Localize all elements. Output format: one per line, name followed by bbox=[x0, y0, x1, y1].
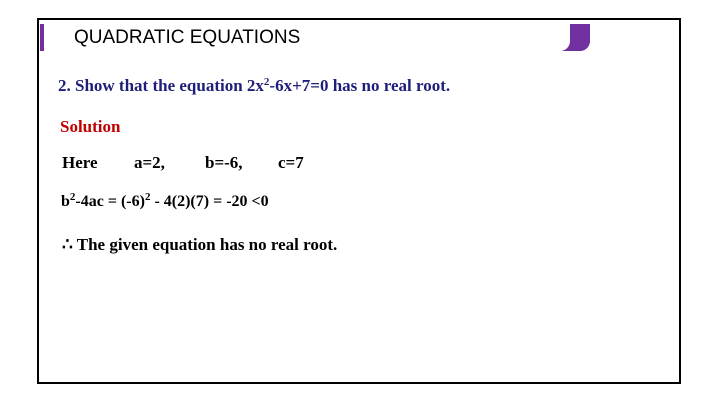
value-a: a=2, bbox=[134, 153, 165, 172]
value-c: c=7 bbox=[278, 153, 304, 172]
disc-exp1: 2 bbox=[69, 191, 76, 203]
disc-part1: b bbox=[61, 193, 70, 210]
discriminant-line bbox=[61, 193, 269, 211]
solution-label: Solution bbox=[60, 117, 121, 136]
question-exponent: 2 bbox=[263, 76, 270, 88]
conclusion-text: ∴ The given equation has no real root. bbox=[62, 235, 338, 254]
title-tab-edge bbox=[40, 24, 44, 51]
disc-part3: - 4(2)(7) = -20 <0 bbox=[150, 193, 269, 210]
slide-title: QUADRATIC EQUATIONS bbox=[74, 27, 301, 48]
here-label: Here bbox=[62, 153, 98, 172]
question-text bbox=[58, 76, 450, 96]
question-prefix: 2. Show that the equation 2x bbox=[58, 76, 264, 95]
value-b: b=-6, bbox=[205, 153, 243, 172]
question-suffix: -6x+7=0 has no real root. bbox=[269, 76, 451, 95]
disc-part2: -4ac = (-6) bbox=[75, 193, 145, 210]
disc-exp2: 2 bbox=[144, 191, 151, 203]
